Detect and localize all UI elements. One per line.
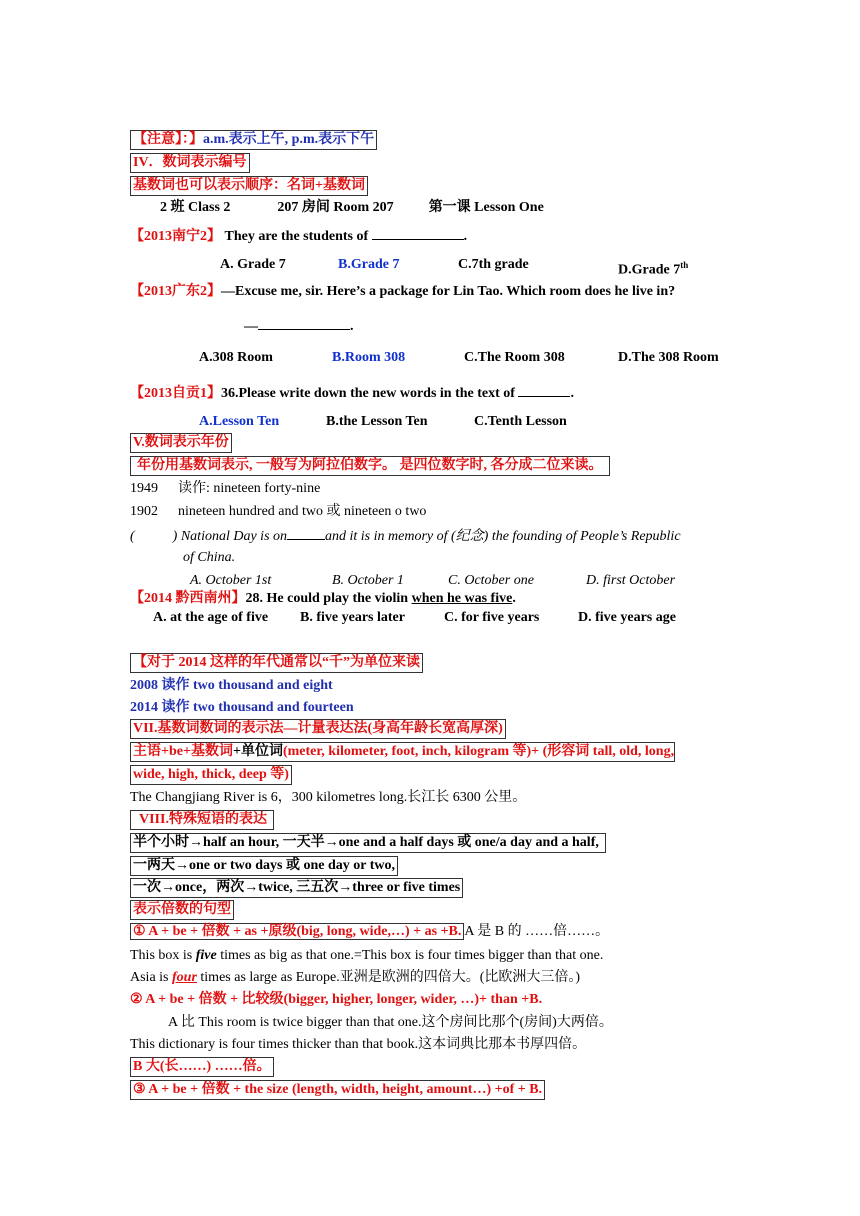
answer-line: — . [244,316,354,336]
note-text: a.m.表示上午, p.m.表示下午 [203,132,375,147]
option-b: B. five years later [300,610,405,625]
question-zigong: 【2013自贡1】36.Please write down the new words in the text of . [130,383,574,403]
example-room: A 比 This room is twice bigger than that one.这个房间比那个(房间)大两倍。 [168,1015,613,1030]
question-guangdong [130,283,675,301]
option-a: A. at the age of five [153,610,269,625]
phrase-half-hour: 半个小时→half an hour, 一天半→one and a half days 或 one/a day and a half, [130,833,606,853]
multiples-pattern-3: ③ A + be + 倍数 + the size (length, width, height, amount…) +of + B. [130,1080,545,1100]
phrase-times: 一次→once，两次→twice, 三五次→three or five times [130,878,463,898]
question-text: —Excuse me, sir. Here’s a package for Lin Tao. Which room does he live in? [221,284,676,299]
option-b: B.Grade 7 [338,257,400,272]
section-v-heading: V.数词表示年份 [130,433,232,453]
answer-blank [518,383,570,397]
option-a: A. Grade 7 [220,257,286,272]
example-asia: Asia is four times as large as Europe.亚洲是欧洲的四倍大。(比欧洲大三倍。) [130,970,581,985]
question-nanning: 【2013南宁2】 They are the students of . [130,226,467,246]
option-b: B.the Lesson Ten [326,414,428,429]
answer-blank [258,316,350,330]
section-vii-heading: VII.基数词数词的表示法—计量表达法(身高年龄长宽高厚深) [130,719,506,739]
year-1949: 1949 读作: nineteen forty-nine [130,481,321,496]
example-class: 2 班 Class 2 [160,200,231,215]
question-text: They are the students of [224,229,369,244]
phrase-one-two-days: 一两天→one or two days 或 one day or two, [130,856,398,876]
option-a: A.308 Room [199,350,273,365]
example-room: 207 房间 Room 207 [277,200,394,215]
note-tag: 【注意】：】 [133,132,203,147]
option-c: C.The Room 308 [464,350,565,365]
year-2008: 2008 读作 two thousand and eight [130,678,333,693]
year-rule: 年份用基数词表示, 一般写为阿拉伯数字。 是四位数字时, 各分成二位来读。 [130,456,610,476]
option-d: D. first October [586,573,676,588]
multiples-pattern-1: ① A + be + 倍数 + as +原级(big, long, wide,…) + as +B. A 是 B 的 ……倍……。 [130,923,609,941]
multiples-b-note: B 大(长……) ……倍。 [130,1057,274,1077]
year-2014: 2014 读作 two thousand and fourteen [130,700,354,715]
examples-line [160,199,544,217]
option-c: C. for five years [444,610,540,625]
example-box: This box is five times as big as that one.=This box is four times bigger than that one. [130,948,604,963]
cardinal-order-rule: 基数词也可以表示顺序：名词+基数词 [130,176,368,196]
question-tag: 【2014 黔西南州】 [130,591,246,606]
option-c: C.7th grade [458,257,529,272]
question-national-day: ( ) National Day is on and it is in memory of (纪念) the founding of People’s Republic [130,526,681,546]
option-d: D.Grade 7th [618,260,689,278]
option-b: B.Room 308 [332,350,406,365]
example-lesson: 第一课 Lesson One [428,200,544,215]
option-a: A.Lesson Ten [199,414,280,429]
option-c: C.Tenth Lesson [474,414,567,429]
question-tag: 【2013自贡1】 [130,386,221,401]
section-viii-heading: VIII.特殊短语的表达 [130,810,274,830]
note-line [130,130,377,150]
question-qianxinan: 【2014 黔西南州】28. He could play the violin when he was five. [130,591,516,606]
option-b: B. October 1 [332,573,404,588]
year-1902: 1902 nineteen hundred and two 或 nineteen o two [130,504,427,519]
multiples-heading: 表示倍数的句型 [130,900,234,920]
measure-rule: 主语+be+基数词+单位词(meter, kilometer, foot, inch, kilogram 等)+ (形容词 tall, old, long, [130,742,675,762]
question-continuation: of China. [183,550,236,565]
option-a: A. October 1st [190,573,272,588]
example-dictionary: This dictionary is four times thicker than that book.这本词典比那本书厚四倍。 [130,1037,587,1052]
option-d: D. five years age [578,610,676,625]
section-iv-heading: IV．数词表示编号 [130,153,250,173]
changjiang-example: The Changjiang River is 6，300 kilometres long.长江长 6300 公里。 [130,790,527,805]
question-text: 36.Please write down the new words in the text of [221,386,515,401]
thousand-rule: 【对于 2014 这样的年代通常以“千”为单位来读 [130,653,423,673]
question-tag: 【2013南宁2】 [130,229,221,244]
answer-blank [287,526,325,540]
measure-rule-continued: wide, high, thick, deep 等) [130,765,292,785]
option-c: C. October one [448,573,534,588]
answer-blank [372,226,464,240]
question-tag: 【2013广东2】 [130,284,221,299]
option-d: D.The 308 Room [618,350,719,365]
multiples-pattern-2: ② A + be + 倍数 + 比较级(bigger, higher, longer, wider, …)+ than +B. [130,992,543,1007]
